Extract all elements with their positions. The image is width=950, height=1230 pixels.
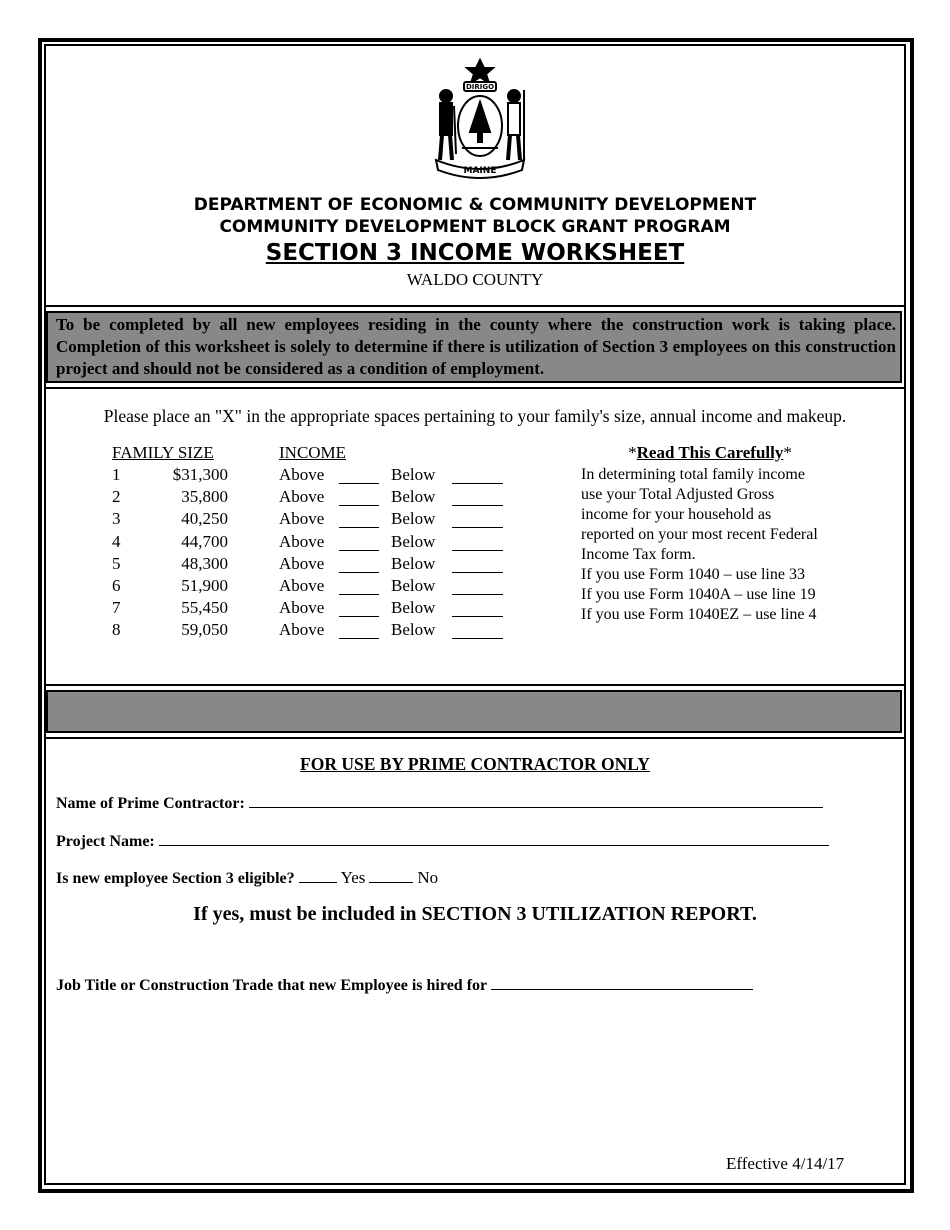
income-cell: 35,800 xyxy=(181,487,228,507)
project-name-field xyxy=(56,831,829,851)
read-carefully-line: income for your household as xyxy=(581,506,772,523)
maine-seal-icon xyxy=(428,56,532,180)
family-size-cell: 1 xyxy=(112,465,121,484)
below-label: Below xyxy=(391,531,436,551)
divider xyxy=(45,737,905,739)
below-label: Below xyxy=(391,598,436,618)
eligible-label: Is new employee Section 3 eligible? xyxy=(56,870,295,887)
department-heading: DEPARTMENT OF ECONOMIC & COMMUNITY DEVELOPMENT xyxy=(193,195,757,215)
below-blank[interactable] xyxy=(452,616,503,617)
below-blank[interactable] xyxy=(452,527,503,528)
divider xyxy=(45,387,905,389)
income-cell: 40,250 xyxy=(181,509,228,529)
prime-contractor-input[interactable] xyxy=(249,793,823,808)
contractor-section-title: FOR USE BY PRIME CONTRACTOR ONLY xyxy=(300,754,650,774)
yes-label: Yes xyxy=(340,868,366,887)
notice-text: To be completed by all new employees residing in the county where the construction work is taking place. Completion of this worksheet is solely to determine if there is utilization of Section 3 employees on this construction project and should not be considered as a condition of employment. xyxy=(56,315,896,378)
below-blank[interactable] xyxy=(452,550,503,551)
no-label: No xyxy=(417,868,439,887)
below-blank[interactable] xyxy=(452,483,503,484)
below-label: Below xyxy=(391,553,436,573)
below-blank[interactable] xyxy=(452,638,503,639)
income-cell: 44,700 xyxy=(181,531,228,551)
family-size-cell: 4 xyxy=(112,531,121,551)
family-size-cell: 7 xyxy=(112,598,121,618)
below-label: Below xyxy=(391,465,436,484)
below-blank[interactable] xyxy=(452,594,503,595)
eligible-yes-blank[interactable] xyxy=(299,868,337,883)
read-carefully-line: If you use Form 1040EZ – use line 4 xyxy=(581,606,817,623)
above-blank[interactable] xyxy=(339,594,379,595)
read-carefully-line: reported on your most recent Federal xyxy=(581,526,818,543)
income-cell: $31,300 xyxy=(172,465,228,484)
above-blank[interactable] xyxy=(339,638,379,639)
income-cell: 51,900 xyxy=(181,576,228,595)
utilization-note: If yes, must be included in SECTION 3 UTILIZATION REPORT. xyxy=(193,903,757,925)
family-size-cell: 6 xyxy=(112,576,121,595)
below-label: Below xyxy=(391,576,436,595)
family-size-cell: 5 xyxy=(112,553,121,573)
below-blank[interactable] xyxy=(452,572,503,573)
above-label: Above xyxy=(279,620,325,640)
job-title-field xyxy=(56,975,753,995)
county-name: WALDO COUNTY xyxy=(406,270,544,289)
divider xyxy=(45,305,905,307)
above-blank[interactable] xyxy=(339,527,379,528)
job-title-input[interactable] xyxy=(491,975,753,990)
effective-date: Effective 4/14/17 xyxy=(726,1154,845,1173)
read-carefully-line: Income Tax form. xyxy=(581,546,696,563)
program-heading: COMMUNITY DEVELOPMENT BLOCK GRANT PROGRAM xyxy=(219,217,731,237)
family-size-cell: 3 xyxy=(112,509,121,529)
read-carefully-line: If you use Form 1040A – use line 19 xyxy=(581,586,816,603)
above-blank[interactable] xyxy=(339,483,379,484)
page-title: SECTION 3 INCOME WORKSHEET xyxy=(265,240,685,266)
above-label: Above xyxy=(279,576,325,595)
prime-contractor-field xyxy=(56,793,823,813)
income-cell: 55,450 xyxy=(181,598,228,618)
divider xyxy=(45,684,905,686)
above-label: Above xyxy=(279,553,325,573)
eligible-no-blank[interactable] xyxy=(369,868,413,883)
above-label: Above xyxy=(279,509,325,529)
job-title-label: Job Title or Construction Trade that new Employee is hired for xyxy=(56,977,488,994)
below-label: Below xyxy=(391,620,436,640)
income-cell: 59,050 xyxy=(181,620,228,640)
family-size-header: FAMILY SIZE xyxy=(112,443,214,462)
eligible-field xyxy=(56,868,438,888)
below-label: Below xyxy=(391,509,436,529)
above-label: Above xyxy=(279,465,325,484)
prime-contractor-label: Name of Prime Contractor: xyxy=(56,795,245,812)
below-label: Below xyxy=(391,487,436,507)
read-carefully-line: In determining total family income xyxy=(581,466,805,483)
family-size-cell: 8 xyxy=(112,620,121,640)
read-carefully-line: use your Total Adjusted Gross xyxy=(581,486,775,503)
above-blank[interactable] xyxy=(339,616,379,617)
above-blank[interactable] xyxy=(339,572,379,573)
read-carefully-text xyxy=(581,465,881,625)
gray-band xyxy=(46,690,902,733)
above-label: Above xyxy=(279,487,325,507)
income-header: INCOME xyxy=(279,443,347,462)
instructions-text: Please place an "X" in the appropriate spaces pertaining to your family's size, annual income and makeup. xyxy=(103,406,847,426)
read-carefully-line: If you use Form 1040 – use line 33 xyxy=(581,566,805,583)
seal-banner: MAINE xyxy=(463,166,497,176)
above-label: Above xyxy=(279,598,325,618)
project-name-input[interactable] xyxy=(159,831,829,846)
seal-motto: DIRIGO xyxy=(465,83,495,91)
below-blank[interactable] xyxy=(452,505,503,506)
income-cell: 48,300 xyxy=(181,553,228,573)
family-size-cell: 2 xyxy=(112,487,121,507)
read-carefully-title: *Read This Carefully* xyxy=(628,443,792,462)
above-label: Above xyxy=(279,531,325,551)
project-name-label: Project Name: xyxy=(56,833,155,850)
above-blank[interactable] xyxy=(339,550,379,551)
above-blank[interactable] xyxy=(339,505,379,506)
